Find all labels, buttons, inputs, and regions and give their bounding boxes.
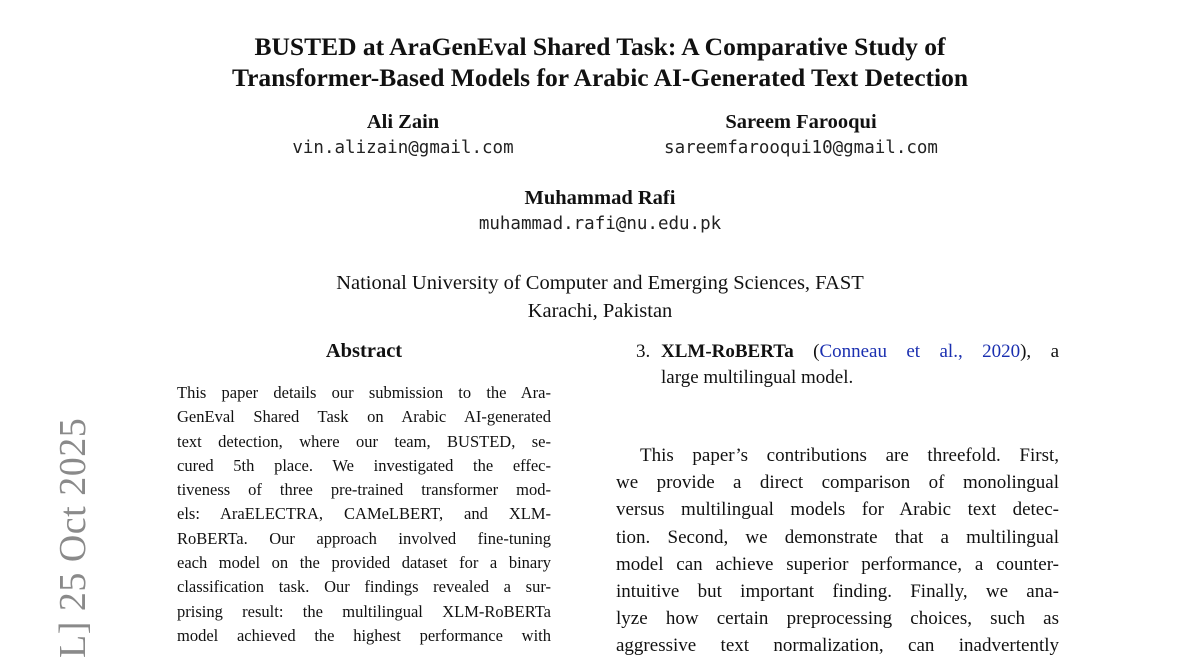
list-number: 3.	[636, 341, 651, 362]
author-name: Sareem Farooqui	[725, 111, 877, 133]
contrib-line: intuitive but important finding. Finally, we ana-	[616, 580, 1059, 602]
abstract-line: cured 5th place. We investigated the effec-	[177, 455, 551, 475]
citation-close: ), a	[1020, 341, 1060, 362]
citation-link[interactable]: Conneau et al., 2020	[819, 341, 1021, 362]
list-item-line-1	[661, 339, 1059, 365]
abstract-line: GenEval Shared Task on Arabic AI-generated	[177, 407, 551, 427]
author-block	[193, 109, 613, 161]
abstract-line: classification task. Our findings revealed a sur-	[177, 577, 551, 597]
abstract-line: each model on the provided dataset for a binary	[177, 553, 551, 573]
affiliation-line-1: National University of Computer and Emerging Sciences, FAST	[336, 272, 864, 294]
author-email[interactable]: muhammad.rafi@nu.edu.pk	[478, 214, 722, 234]
affiliation-line-2: Karachi, Pakistan	[527, 300, 673, 322]
contrib-line: tion. Second, we demonstrate that a multilingual	[616, 526, 1059, 548]
abstract-heading: Abstract	[325, 340, 403, 362]
contrib-line: versus multilingual models for Arabic text detec-	[616, 499, 1059, 521]
contrib-line: we provide a direct comparison of monolingual	[616, 472, 1059, 494]
abstract-line: model achieved the highest performance with	[177, 625, 551, 645]
abstract-line: RoBERTa. Our approach involved fine-tuning	[177, 528, 551, 548]
abstract-line: els: AraELECTRA, CAMeLBERT, and XLM-	[177, 504, 551, 524]
author-email[interactable]: sareemfarooqui10@gmail.com	[664, 138, 938, 158]
abstract-line: prising result: the multilingual XLM-RoBERTa	[177, 601, 551, 621]
title-line-1: BUSTED at AraGenEval Shared Task: A Comparative Study of	[254, 32, 946, 61]
author-name: Ali Zain	[366, 111, 440, 133]
abstract-line: text detection, where our team, BUSTED, se-	[177, 431, 551, 451]
paper-title	[0, 31, 1200, 93]
contrib-line: aggressive text normalization, can inadvertently	[616, 635, 1059, 657]
list-item-line-2: large multilingual model.	[661, 367, 854, 388]
author-name: Muhammad Rafi	[524, 187, 676, 209]
contrib-line: model can achieve superior performance, a counter-	[616, 553, 1059, 575]
author-block	[390, 185, 810, 237]
author-block	[591, 109, 1011, 161]
contributions-paragraph	[616, 442, 1059, 660]
contrib-line: lyze how certain preprocessing choices, such as	[616, 608, 1059, 630]
author-email[interactable]: vin.alizain@gmail.com	[292, 138, 514, 158]
model-name: XLM-RoBERTa	[661, 341, 794, 362]
title-line-2: Transformer-Based Models for Arabic AI-Generated Text Detection	[231, 63, 969, 92]
citation-open: (	[793, 341, 820, 362]
model-list-item	[636, 339, 1059, 391]
abstract-line: This paper details our submission to the Ara-	[177, 383, 551, 402]
abstract-text	[177, 381, 551, 648]
arxiv-stamp: L] 25 Oct 2025	[52, 417, 94, 658]
contrib-line: This paper’s contributions are threefold. First,	[640, 445, 1059, 466]
abstract-line: tiveness of three pre-trained transformer mod-	[177, 480, 551, 500]
affiliation	[0, 269, 1200, 325]
